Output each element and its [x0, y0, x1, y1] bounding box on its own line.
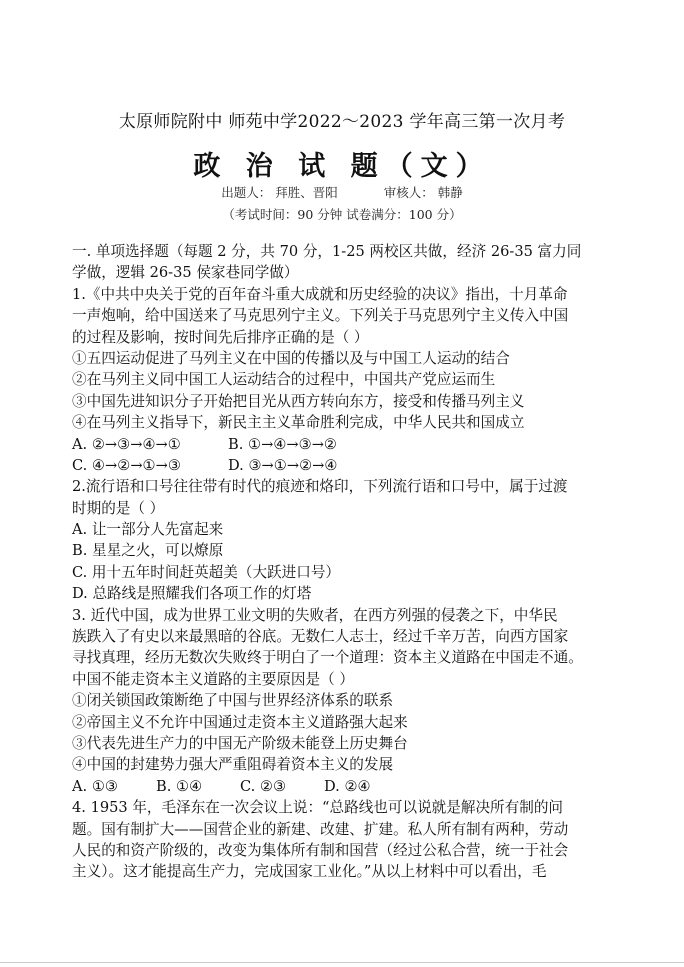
q3-stem: 族跌入了有史以来最黑暗的谷底。无数仁人志士，经过千辛万苦，向西方国家: [72, 628, 569, 646]
q2-stem: 2.流行语和口号往往带有时代的痕迹和烙印，下列流行语和口号中，属于过渡: [72, 478, 568, 496]
author-label: 出题人：: [221, 185, 272, 200]
question-1: [72, 284, 620, 477]
q1-statement: ①五四运动促进了马列主义在中国的传播以及与中国工人运动的结合: [72, 349, 510, 367]
q3-statement: ④中国的封建势力强大严重阻碍着资本主义的发展: [72, 756, 394, 774]
reviewer-label: 审核人：: [383, 185, 434, 200]
exam-title: 政 治 试 题（文）: [193, 151, 491, 182]
author-names: 拜胜、晋阳: [275, 185, 338, 200]
q3-statement: ①闭关锁国政策断绝了中国与世界经济体系的联系: [72, 692, 394, 710]
q2-stem: 时期的是（ ）: [72, 499, 165, 517]
q1-statement: ④在马列主义指导下，新民主主义革命胜利完成，中华人民共和国成立: [72, 414, 525, 432]
q3-statement: ②帝国主义不允许中国通过走资本主义道路强大起来: [72, 713, 408, 731]
q1-stem: 1.《中共中央关于党的百年奋斗重大成就和历史经验的决议》指出，十月革命: [72, 285, 568, 303]
q1-option-b: B. ①→④→③→②: [228, 435, 338, 453]
q3-option-c: C. ②③: [240, 777, 287, 795]
q1-option-a: A. ②→③→④→①: [72, 435, 181, 453]
q1-options-row: [72, 434, 620, 455]
section-heading: 一. 单项选择题（每题 2 分，共 70 分，1-25 两校区共做，经济 26-35 富力同: [72, 243, 582, 260]
q2-option-a: A. 让一部分人先富起来: [72, 521, 224, 539]
q1-statement: ③中国先进知识分子开始把目光从西方转向东方，接受和传播马列主义: [72, 392, 525, 410]
q1-stem: 一声炮响，给中国送来了马克思列宁主义。下列关于马克思列宁主义传入中国: [72, 307, 569, 325]
q2-option-c: C. 用十五年时间赶英超美（大跃进口号）: [72, 563, 341, 581]
author-line: [0, 183, 684, 201]
q3-stem: 寻找真理，经历无数次失败终于明白了一个道理：资本主义道路在中国走不通。: [72, 649, 583, 667]
question-4: [72, 797, 620, 883]
section-heading-cont: 学做，逻辑 26-35 侯家巷同学做）: [72, 264, 299, 282]
q4-stem: 主义）。这才能提高生产力，完成国家工业化。”从以上材料中可以看出，毛: [72, 863, 547, 881]
q3-statement: ③代表先进生产力的中国无产阶级未能登上历史舞台: [72, 734, 408, 752]
q2-option-d: D. 总路线是照耀我们各项工作的灯塔: [72, 585, 312, 603]
q1-option-d: D. ③→①→②→④: [228, 456, 338, 474]
q1-statement: ②在马列主义同中国工人运动结合的过程中，中国共产党应运而生: [72, 371, 496, 389]
q2-option-b: B. 星星之火，可以燎原: [72, 542, 224, 560]
exam-content: [72, 241, 620, 883]
question-2: [72, 476, 620, 604]
q3-stem: 中国不能走资本主义道路的主要原因是（ ）: [72, 670, 354, 688]
q4-stem: 人民的和资产阶级的，改变为集体所有制和国营（经过公私合营，统一于社会: [72, 841, 569, 859]
q1-options-row: [72, 455, 620, 476]
q4-stem: 4. 1953 年，毛泽东在一次会议上说：“总路线也可以说就是解决所有制的问: [72, 799, 564, 817]
q3-option-d: D. ②④: [324, 777, 371, 795]
question-3: [72, 605, 620, 798]
exam-info: （考试时间：90 分钟 试卷满分：100 分）: [222, 207, 462, 222]
q1-stem: 的过程及影响，按时间先后排序正确的是（ ）: [72, 328, 369, 346]
q4-stem: 题。国有制扩大——国营企业的新建、改建、扩建。私人所有制有两种，劳动: [72, 820, 569, 838]
reviewer-name: 韩静: [437, 185, 463, 200]
school-header: 太原师院附中 师苑中学2022～2023 学年高三第一次月考: [118, 112, 566, 132]
q3-option-a: A. ①③: [72, 777, 118, 795]
q1-option-c: C. ④→②→①→③: [72, 456, 181, 474]
page-bottom-divider: [0, 962, 684, 963]
q3-option-b: B. ①④: [156, 777, 203, 795]
q3-options-row: [72, 776, 620, 797]
q3-stem: 3. 近代中国，成为世界工业文明的失败者，在西方列强的侵袭之下，中华民: [72, 606, 558, 624]
